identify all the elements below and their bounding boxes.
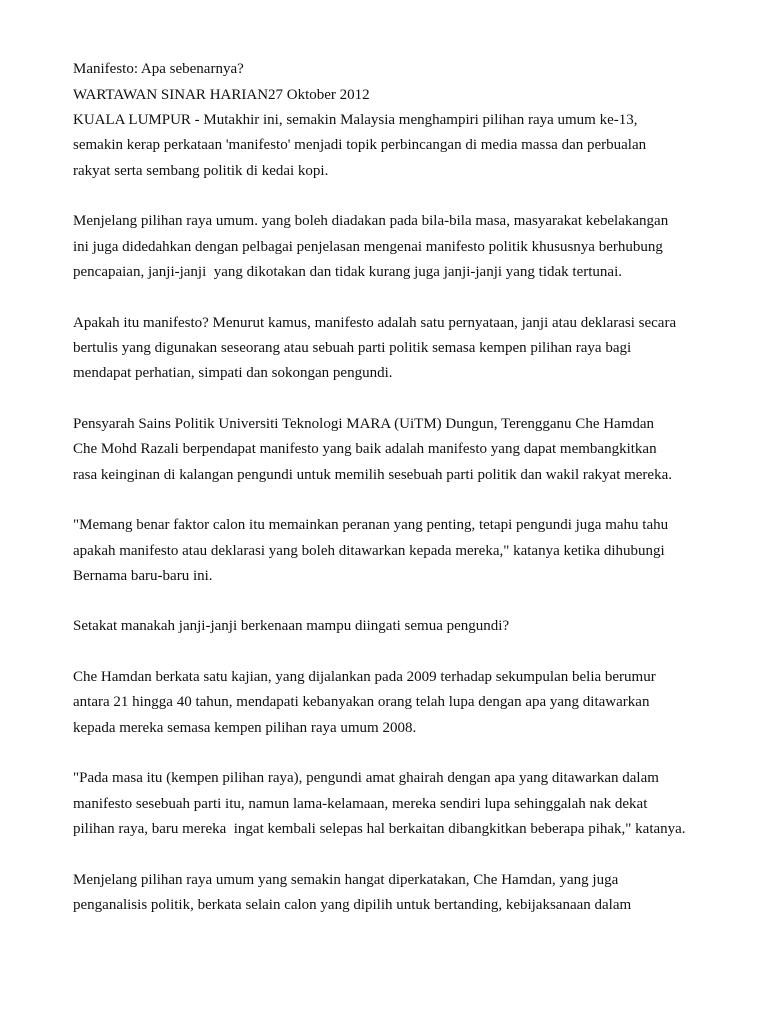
paragraph-line: pilihan raya, baru mereka ingat kembali selepas hal berkaitan dibangkitkan beberapa pihak," katanya.: [73, 821, 686, 837]
paragraph-line: rakyat serta sembang politik di kedai kopi.: [73, 163, 329, 179]
paragraph-line: Apakah itu manifesto? Menurut kamus, manifesto adalah satu pernyataan, janji atau deklarasi secara: [73, 315, 677, 331]
paragraph-line: Setakat manakah janji-janji berkenaan mampu diingati semua pengundi?: [73, 618, 510, 634]
paragraph-line: Pensyarah Sains Politik Universiti Teknologi MARA (UiTM) Dungun, Terengganu Che Hamdan: [73, 416, 655, 432]
article-title: Manifesto: Apa sebenarnya?: [73, 61, 244, 77]
paragraph-line: ini juga didedahkan dengan pelbagai penjelasan mengenai manifesto politik khususnya berhubung: [73, 239, 663, 255]
paragraph-line: Menjelang pilihan raya umum. yang boleh diadakan pada bila-bila masa, masyarakat kebelakangan: [73, 213, 669, 229]
paragraph-line: KUALA LUMPUR - Mutakhir ini, semakin Malaysia menghampiri pilihan raya umum ke-13,: [73, 112, 638, 128]
article-byline: WARTAWAN SINAR HARIAN27 Oktober 2012: [73, 87, 370, 103]
paragraph-line: pencapaian, janji-janji yang dikotakan dan tidak kurang juga janji-janji yang tidak tertunai.: [73, 264, 622, 280]
paragraph-line: manifesto sesebuah parti itu, namun lama-kelamaan, mereka sendiri lupa sehinggalah nak dekat: [73, 796, 648, 812]
paragraph-line: rasa keinginan di kalangan pengundi untuk memilih sesebuah parti politik dan wakil rakyat mereka.: [73, 467, 672, 483]
paragraph-line: semakin kerap perkataan 'manifesto' menjadi topik perbincangan di media massa dan perbualan: [73, 137, 647, 153]
paragraph-line: antara 21 hingga 40 tahun, mendapati kebanyakan orang telah lupa dengan apa yang ditawarkan: [73, 694, 650, 710]
paragraph-line: bertulis yang digunakan seseorang atau sebuah parti politik semasa kempen pilihan raya bagi: [73, 340, 632, 356]
paragraph-line: kepada mereka semasa kempen pilihan raya umum 2008.: [73, 720, 417, 736]
paragraph-line: penganalisis politik, berkata selain calon yang dipilih untuk bertanding, kebijaksanaan dalam: [73, 897, 632, 913]
paragraph-line: Bernama baru-baru ini.: [73, 568, 213, 584]
paragraph-line: "Memang benar faktor calon itu memainkan peranan yang penting, tetapi pengundi juga mahu tahu: [73, 517, 669, 533]
paragraph-line: Menjelang pilihan raya umum yang semakin hangat diperkatakan, Che Hamdan, yang juga: [73, 872, 619, 888]
paragraph-line: mendapat perhatian, simpati dan sokongan pengundi.: [73, 365, 393, 381]
paragraph-line: "Pada masa itu (kempen pilihan raya), pengundi amat ghairah dengan apa yang ditawarkan dalam: [73, 770, 659, 786]
paragraph-line: apakah manifesto atau deklarasi yang boleh ditawarkan kepada mereka," katanya ketika dihubungi: [73, 543, 665, 559]
paragraph-line: Che Mohd Razali berpendapat manifesto yang baik adalah manifesto yang dapat membangkitkan: [73, 441, 657, 457]
paragraph-line: Che Hamdan berkata satu kajian, yang dijalankan pada 2009 terhadap sekumpulan belia berumur: [73, 669, 656, 685]
